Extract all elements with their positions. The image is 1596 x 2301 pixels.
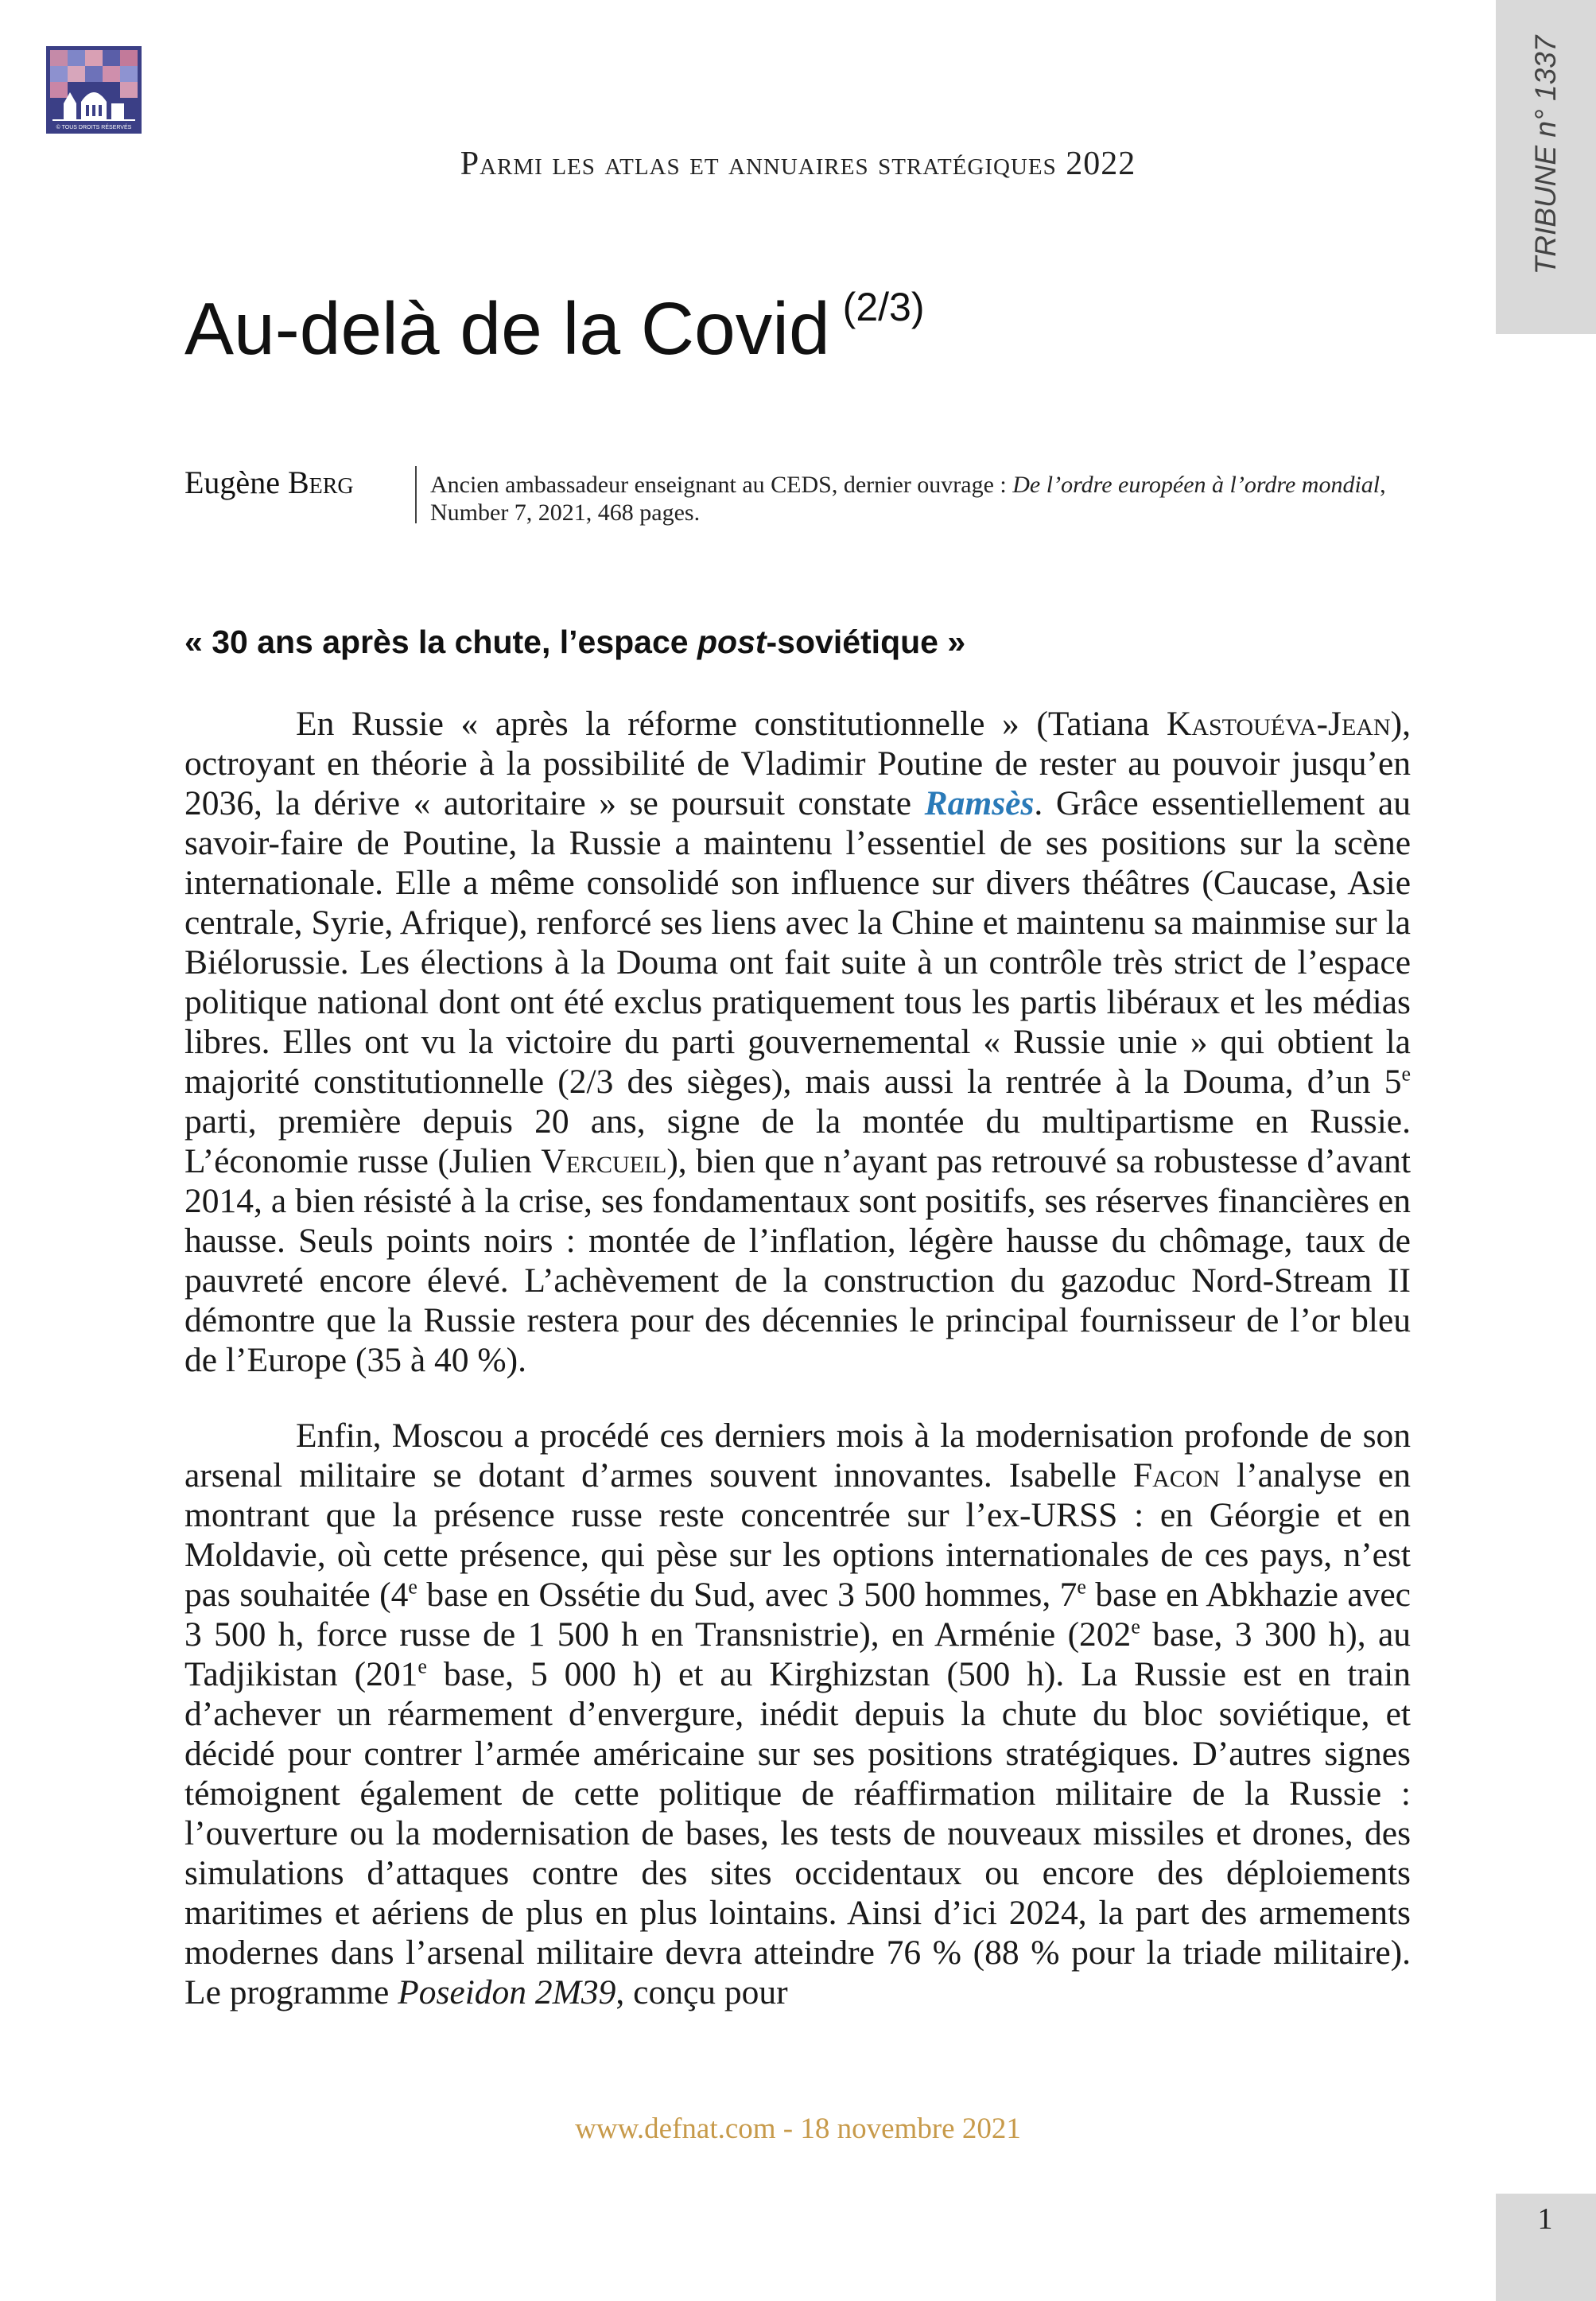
page-title <box>184 286 924 371</box>
author-first-name: Eugène <box>184 464 280 500</box>
p2-text: base en Ossétie du Sud, avec 3 500 hommes, 7 <box>417 1576 1078 1614</box>
section-heading-em: post <box>697 624 767 660</box>
page-number: 1 <box>1537 2202 1553 2236</box>
paragraph-2 <box>184 1416 1411 2012</box>
author-desc-suffix: , Number 7, 2021, 468 pages. <box>430 472 1386 526</box>
p1-text: parti, première depuis 20 ans, signe de la montée du multipartisme en Russie. L’économie russe (Julien <box>184 1102 1411 1180</box>
ramses-link[interactable]: Ramsès <box>924 784 1035 822</box>
p2-text: base en Abkhazie avec 3 500 h, force russe de 1 500 h en Transnistrie), en Arménie (202 <box>184 1576 1411 1654</box>
section-heading <box>184 624 965 661</box>
logo-caption: © TOUS DROITS RÉSERVÉS <box>56 125 132 130</box>
title-main: Au-delà de la Covid <box>184 287 830 370</box>
section-heading-pre: « 30 ans après la chute, l’espace <box>184 624 697 660</box>
ordinal-suffix: e <box>408 1575 417 1599</box>
author-last-name: Berg <box>287 464 354 500</box>
p2-text: base, 5 000 h) et au Kirghizstan (500 h). La Russie est en train d’achever un réarmement d’envergure, inédit depuis la chute du bloc soviétique, et décidé pour contrer l’armée américaine sur ses positions stratégiques. D’autres signes témoignent également de cette politique de réaffirmation militaire de la Russie : l’ouverture ou la modernisation de bases, les tests de nouveaux missiles et drones, des simulations d’attaques contre des sites occidentaux ou encore des déploiements maritimes et aériens de plus en plus lointains. Ainsi d’ici 2024, la part des armements modernes dans l’arsenal militaire devra atteindre 76 % (88 % pour la triade militaire). Le programme <box>184 1655 1412 2011</box>
publication-logo <box>46 46 142 134</box>
author-desc-prefix: Ancien ambassadeur enseignant au CEDS, dernier ouvrage : <box>430 472 1013 498</box>
ordinal-suffix: e <box>417 1654 427 1678</box>
p1-text: ), bien que n’ayant pas retrouvé sa robustesse d’avant 2014, a bien résisté à la crise, ses fondamentaux sont positifs, ses réserves financières en hausse. Seuls points noirs : montée de l’inflation, légère hausse du chômage, taux de pauvreté encore élevé. L’achèvement de la construction du gazoduc Nord-Stream II démontre que la Russie restera pour des décennies le principal fournisseur de l’or bleu de l’Europe (35 à 40 %). <box>184 1142 1411 1379</box>
ordinal-suffix: e <box>1131 1615 1140 1638</box>
p1-text: ), octroyant en théorie à la possibilité de Vladimir Poutine de rester au pouvoir jusqu’en 2036, la dérive « autoritaire » se poursuit constate <box>184 705 1411 822</box>
author-ref-kastoueva: Kastouéva-Jean <box>1166 705 1391 743</box>
ordinal-suffix: e <box>1077 1575 1086 1599</box>
p1-text: En Russie « après la réforme constitutionnelle » (Tatiana <box>296 705 1167 743</box>
author-ref-vercueil: Vercueil <box>541 1142 667 1180</box>
paragraph-1 <box>184 704 1411 1380</box>
program-name: Poseidon 2M39 <box>398 1973 616 2011</box>
ordinal-suffix: e <box>1401 1062 1411 1086</box>
side-tab-label: TRIBUNE n° 1337 <box>1529 35 1562 275</box>
author-ref-facon: Facon <box>1132 1456 1221 1494</box>
author-description <box>430 471 1408 527</box>
kicker: Parmi les atlas et annuaires stratégiques 2022 <box>460 146 1136 182</box>
author-divider <box>415 466 417 523</box>
author-book-title: De l’ordre européen à l’ordre mondial <box>1012 472 1380 498</box>
section-heading-post: -soviétique » <box>766 624 966 660</box>
p1-text: . Grâce essentiellement au savoir-faire de Poutine, la Russie a maintenu l’essentiel de ses positions sur la scène internationale. Elle a même consolidé son influence sur divers théâtres (Caucase, Asie centrale, Syrie, Afrique), renforcé ses liens avec la Chine et maintenu sa mainmise sur la Biélorussie. Les élections à la Douma ont fait suite à un contrôle très strict de l’espace politique national dont ont été exclus pratiquement tous les partis libéraux et les médias libres. Elles ont vu la victoire du parti gouvernemental « Russie unie » qui obtient la majorité constitutionnelle (2/3 des sièges), mais aussi la rentrée à la Douma, d’un 5 <box>184 784 1411 1101</box>
author-name <box>184 464 354 501</box>
p2-text: base, 3 300 h), au Tadjikistan (201 <box>184 1615 1411 1693</box>
logo-icon <box>46 46 142 134</box>
p2-text: l’analyse en montrant que la présence russe reste concentrée sur l’ex-URSS : en Géorgie et en Moldavie, où cette présence, qui pèse sur les options internationales de ces pays, n’est pas souhaitée (4 <box>184 1456 1411 1614</box>
p2-text: , conçu pour <box>615 1973 788 2011</box>
footer-url-date[interactable]: www.defnat.com - 18 novembre 2021 <box>575 2112 1021 2145</box>
title-part: (2/3) <box>842 285 925 329</box>
p2-text: Enfin, Moscou a procédé ces derniers mois à la modernisation profonde de son arsenal militaire se dotant d’armes souvent innovantes. Isabelle <box>184 1417 1411 1494</box>
